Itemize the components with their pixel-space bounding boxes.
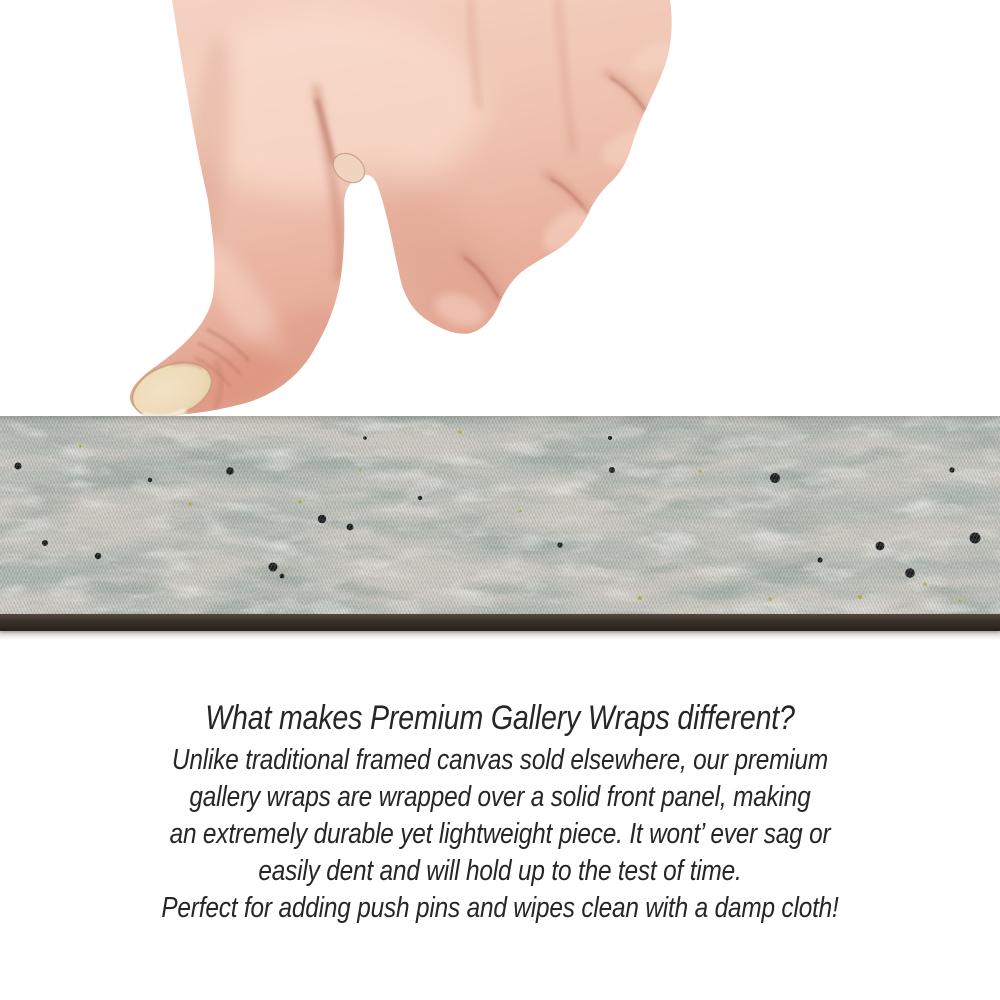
heading: What makes Premium Gallery Wraps different? [205,699,795,737]
canvas-texture [0,416,1000,616]
body-line: an extremely durable yet lightweight piece. It wont’ ever sag or [169,818,831,850]
body-line: gallery wraps are wrapped over a solid front panel, making [189,781,811,813]
strip-shadow [0,631,1000,640]
body-line: easily dent and will hold up to the test of time. [258,855,742,887]
canvas-top-shading [0,416,1000,424]
hand-photo [120,0,685,420]
canvas-edge-photo [0,416,1000,616]
body-line: Unlike traditional framed canvas sold elsewhere, our premium [171,744,829,776]
panel-edge [0,614,1000,631]
body-line: Perfect for adding push pins and wipes clean with a damp cloth! [161,892,839,924]
hand-illustration [120,0,685,420]
text-block [80,696,920,927]
